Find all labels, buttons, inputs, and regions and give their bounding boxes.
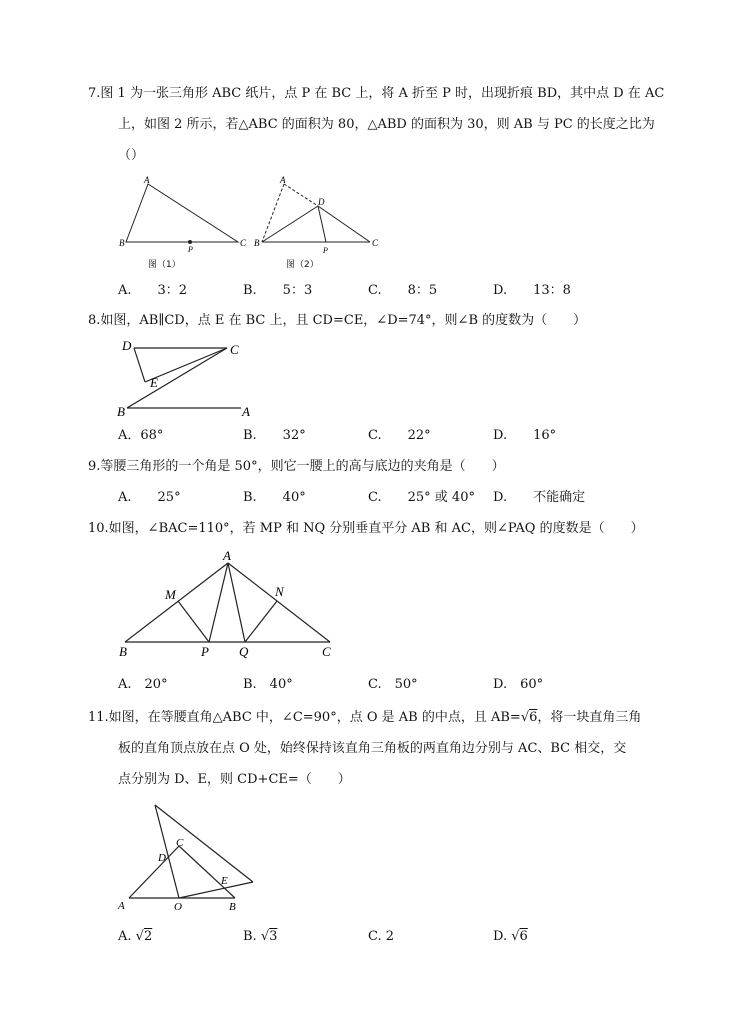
q10-option-a[interactable]: A. 20° bbox=[118, 677, 168, 692]
q8-figure bbox=[115, 336, 265, 421]
q8-label-c: C bbox=[230, 342, 239, 357]
q9-option-c[interactable]: C. 25° 或 40° bbox=[368, 490, 475, 505]
q9-option-d[interactable]: D. 不能确定 bbox=[493, 490, 586, 505]
q11-label-o: O bbox=[174, 901, 182, 913]
q10-label-n: N bbox=[275, 584, 284, 599]
q11-line2: 板的直角顶点放在点 O 处，始终保持该直角三角板的两直角边分别与 AC、BC 相交，交 bbox=[118, 741, 627, 756]
sqrt-sign: √ bbox=[260, 929, 270, 944]
q8-label-a: A bbox=[242, 404, 250, 419]
q10-figure bbox=[115, 548, 340, 660]
q9-line1: 9.等腰三角形的一个角是 50°，则它一腰上的高与底边的夹角是（ ） bbox=[88, 459, 505, 474]
fig2-label-b: B bbox=[254, 238, 260, 248]
q10-label-c: C bbox=[322, 644, 331, 659]
fig2-label-p: P bbox=[323, 246, 328, 255]
q8-label-e: E bbox=[150, 375, 158, 390]
q8-option-a[interactable]: A．68° bbox=[118, 428, 164, 443]
q11-label-e: E bbox=[221, 875, 228, 887]
q11-option-a[interactable] bbox=[118, 929, 152, 945]
q10-label-a: A bbox=[223, 548, 231, 563]
q8-label-b: B bbox=[117, 404, 125, 419]
q8-option-c[interactable]: C. 22° bbox=[368, 428, 431, 443]
q7-option-d[interactable]: D. 13：8 bbox=[493, 283, 571, 298]
q7-fig1-caption: 图（1） bbox=[148, 260, 181, 270]
q11-line1 bbox=[88, 710, 641, 726]
q11-radicand: 6 bbox=[529, 710, 538, 725]
q11-label-d: D bbox=[158, 852, 166, 864]
q11-option-d-radicand: 6 bbox=[519, 929, 528, 944]
q11-option-d-prefix: D. bbox=[493, 929, 508, 944]
sqrt-sign: √ bbox=[520, 710, 530, 725]
q7-line1: 7.图 1 为一张三角形 ABC 纸片，点 P 在 BC 上，将 A 折至 P 时，出现折痕 BD，其中点 D 在 AC bbox=[88, 86, 665, 101]
fig1-label-c: C bbox=[240, 238, 247, 248]
q7-line3: （） bbox=[118, 148, 145, 163]
fig2-label-d: D bbox=[318, 197, 325, 207]
q7-figure-2 bbox=[252, 172, 392, 255]
q7-option-a[interactable]: A. 3：2 bbox=[118, 283, 188, 298]
q11-label-c: C bbox=[176, 837, 184, 849]
q8-option-d[interactable]: D. 16° bbox=[493, 428, 557, 443]
sqrt-sign: √ bbox=[511, 929, 520, 944]
q9-option-b[interactable]: B. 40° bbox=[243, 490, 306, 505]
q11-figure bbox=[115, 800, 260, 912]
q11-option-a-radicand: 2 bbox=[143, 929, 153, 944]
q10-option-b[interactable]: B. 40° bbox=[243, 677, 293, 692]
fig1-label-p: P bbox=[188, 245, 193, 254]
q10-label-m: M bbox=[165, 587, 176, 602]
q11-option-a-prefix: A. bbox=[118, 929, 132, 944]
q10-option-d[interactable]: D. 60° bbox=[493, 677, 544, 692]
q11-option-b-prefix: B. bbox=[243, 929, 257, 944]
q9-option-a[interactable]: A. 25° bbox=[118, 490, 181, 505]
q7-figure-1 bbox=[112, 172, 252, 252]
q11-option-c[interactable] bbox=[368, 929, 394, 945]
q10-line1: 10.如图，∠BAC=110°，若 MP 和 NQ 分别垂直平分 AB 和 AC，则∠PAQ 的度数是（ ） bbox=[88, 521, 644, 536]
q11-label-b: B bbox=[229, 901, 236, 913]
q8-line1: 8.如图，AB∥CD，点 E 在 BC 上，且 CD=CE，∠D=74°，则∠B 的度数为（ ） bbox=[88, 313, 587, 328]
q10-label-b: B bbox=[119, 644, 127, 659]
q7-fig2-caption: 图（2） bbox=[286, 260, 319, 270]
q8-label-d: D bbox=[122, 338, 132, 353]
fig2-label-a: A bbox=[280, 175, 286, 185]
q7-option-c[interactable]: C. 8：5 bbox=[368, 283, 438, 298]
q10-label-q: Q bbox=[239, 644, 249, 659]
q11-option-b[interactable] bbox=[243, 929, 277, 945]
q11-option-d[interactable] bbox=[493, 929, 528, 945]
q11-label-a: A bbox=[118, 900, 125, 912]
fig1-label-a: A bbox=[144, 175, 150, 185]
sqrt-sign: √ bbox=[135, 929, 144, 944]
q11-line3: 点分别为 D、E，则 CD+CE=（ ） bbox=[118, 772, 351, 787]
q11-line1-text: 11.如图，在等腰直角△ABC 中，∠C=90°，点 O 是 AB 的中点，且 AB= bbox=[88, 710, 521, 725]
q11-line1-tail: ，将一块直角三角 bbox=[537, 710, 642, 725]
q10-label-p: P bbox=[201, 644, 209, 659]
q11-option-c-prefix: C. 2 bbox=[368, 929, 395, 944]
q8-option-b[interactable]: B. 32° bbox=[243, 428, 306, 443]
q10-option-c[interactable]: C. 50° bbox=[368, 677, 418, 692]
q7-option-b[interactable]: B. 5：3 bbox=[243, 283, 313, 298]
q7-line2: 上，如图 2 所示，若△ABC 的面积为 80，△ABD 的面积为 30，则 AB 与 PC 的长度之比为 bbox=[118, 117, 655, 132]
fig2-label-c: C bbox=[372, 238, 379, 248]
fig1-label-b: B bbox=[119, 238, 125, 248]
q11-option-b-radicand: 3 bbox=[269, 929, 278, 944]
